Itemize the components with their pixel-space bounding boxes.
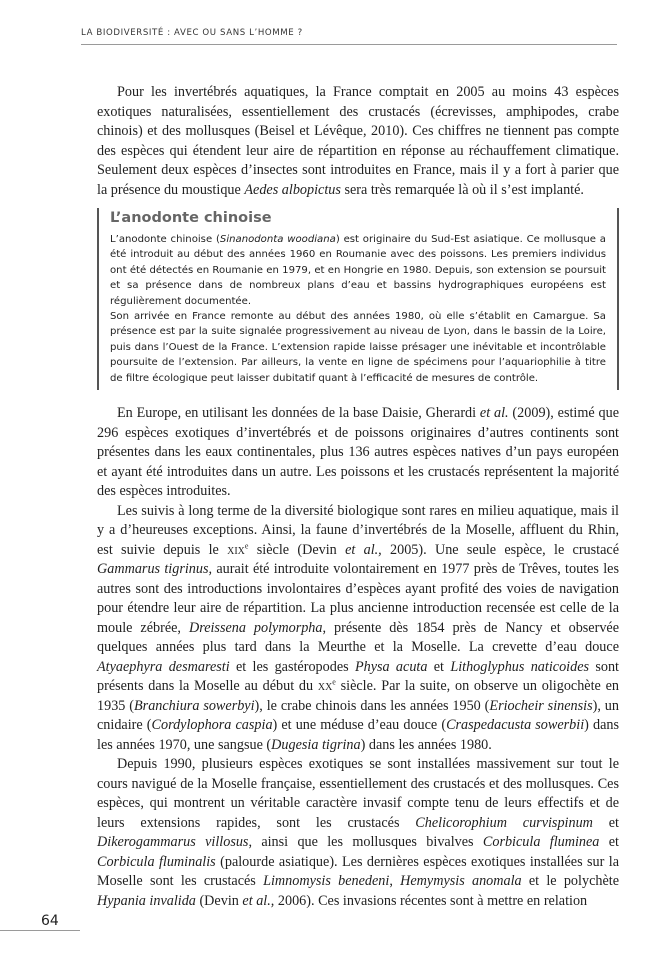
running-header: LA BIODIVERSITÉ : AVEC OU SANS L’HOMME ? [81,28,303,38]
paragraph-moselle-history: Les suivis à long terme de la diversité biologique sont rares en milieu aquatique, mais il y a d’heureuses exceptions. Ainsi, la faune d’invertébrés de la Moselle, affluent du Rhin, est suivie depuis le xix$^e$ siècle (Devin et al., 2005). Une seule espèce, le crustacé Gammarus tigrinus, aurait été introduite volontairement en 1977 près de Trêves, toutes les autres sont des introductions involontaires d’espèces ayant profité des voies de navigation pour étendre leur aire de répartition. La plus ancienne introduction recensée est celle de la moule zébrée, Dreissena polymorpha, présente dès 1854 près de Nancy et observée quelques années plus tard dans la Meurthe et la Moselle. La crevette d’eau douce Atyaephyra desmaresti et les gastéropodes Physa acuta et Lithoglyphus naticoides sont présents dans la Moselle au début du $xx^e$ siècle. Par la suite, on observe un oligochète en 1935 (Branchiura sowerbyi), le crabe chinois dans les années 1950 (Eriocheir sinensis), un cnidaire (Cordylophora caspia) et une méduse d’eau douce (Craspedacusta sowerbii) dans les années 1970, une sangsue (Dugesia tigrina) dans les années 1980. [97,502,620,753]
paragraph-invertebrates-france: Pour les invertébrés aquatiques, la France comptait en 2005 au moins 43 espèces exotiques naturalisées, essentiellement des crustacés (écrevisses, amphipodes, crabe chinois) et des mollusques (Beisel et Lévêque, 2010). Ces chiffres ne tiennent pas compte des espèces qui étendent leur aire de répartition en réponse au réchauffement climatique. Seulement deux espèces d’insectes sont introduites en France, mais il y a fort à parier que la présence du moustique Aedes albopictus sera très remarquée là où il s’est implanté. [97,84,619,198]
box-paragraph-2: Son arrivée en France remonte au début des années 1980, où elle s’établit en Camargue. Sa présence est par la suite signalée progressivement au niveau de Lyon, dans le bassin de la Loire, puis dans l’Ouest de la France. L’extension rapide laisse présager une inévitable et incontrôlable poursuite de l’extension. Par ailleurs, la vente en ligne de spécimens pour l’aquariophilie à titre de filtre écologique peut laisser dubitatif quant à l’efficacité de mesures de contrôle. [110,311,606,384]
paragraph-europe-daisie: En Europe, en utilisant les données de la base Daisie, Gherardi et al. (2009), estimé que 296 espèces exotiques d’invertébrés et de poissons originaires d’autres continents sont présentes dans les eaux continentales, plus 136 autres espèces natives d’un pays européen et ayant été introduites dans un autre. Les poissons et les crustacés représentent la majorité des espèces introduites. [97,405,620,500]
footer-rule [0,930,80,931]
page-number: 64 [41,913,59,929]
sidebar-box-anodonte [97,208,619,390]
paragraph-moselle-1990: Depuis 1990, plusieurs espèces exotiques se sont installées massivement sur tout le cours navigué de la Moselle française, essentiellement des crustacés et des mollusques. Ces espèces, qui montrent un véritable caractère invasif compte tenu de leurs effectifs et de leurs extensions rapides, sont les crustacés Chelicorophium curvispinum et Dikerogammarus villosus, ainsi que les mollusques bivalves Corbicula fluminea et Corbicula fluminalis (palourde asiatique). Les dernières espèces exotiques installées sur la Moselle sont les crustacés Limnomysis benedeni, Hemymysis anomala et le polychète Hypania invalida (Devin et al., 2006). Ces invasions récentes sont à mettre en relation [97,756,620,909]
page-body [97,83,619,911]
box-title: L’anodonte chinoise [110,210,272,226]
header-rule [81,44,617,45]
box-paragraph-1: L’anodonte chinoise (Sinanodonta woodiana) est originaire du Sud-Est asiatique. Ce mollusque a été introduit au début des années 1960 en Roumanie avec des poissons. Les premiers individus ont été détectés en Roumanie en 1979, et en Hongrie en 1980. Depuis, son extension se poursuit et sa présence dans de nombreux plans d’eau et bassins hydrographiques européens est régulièrement documentée. [110,234,606,307]
